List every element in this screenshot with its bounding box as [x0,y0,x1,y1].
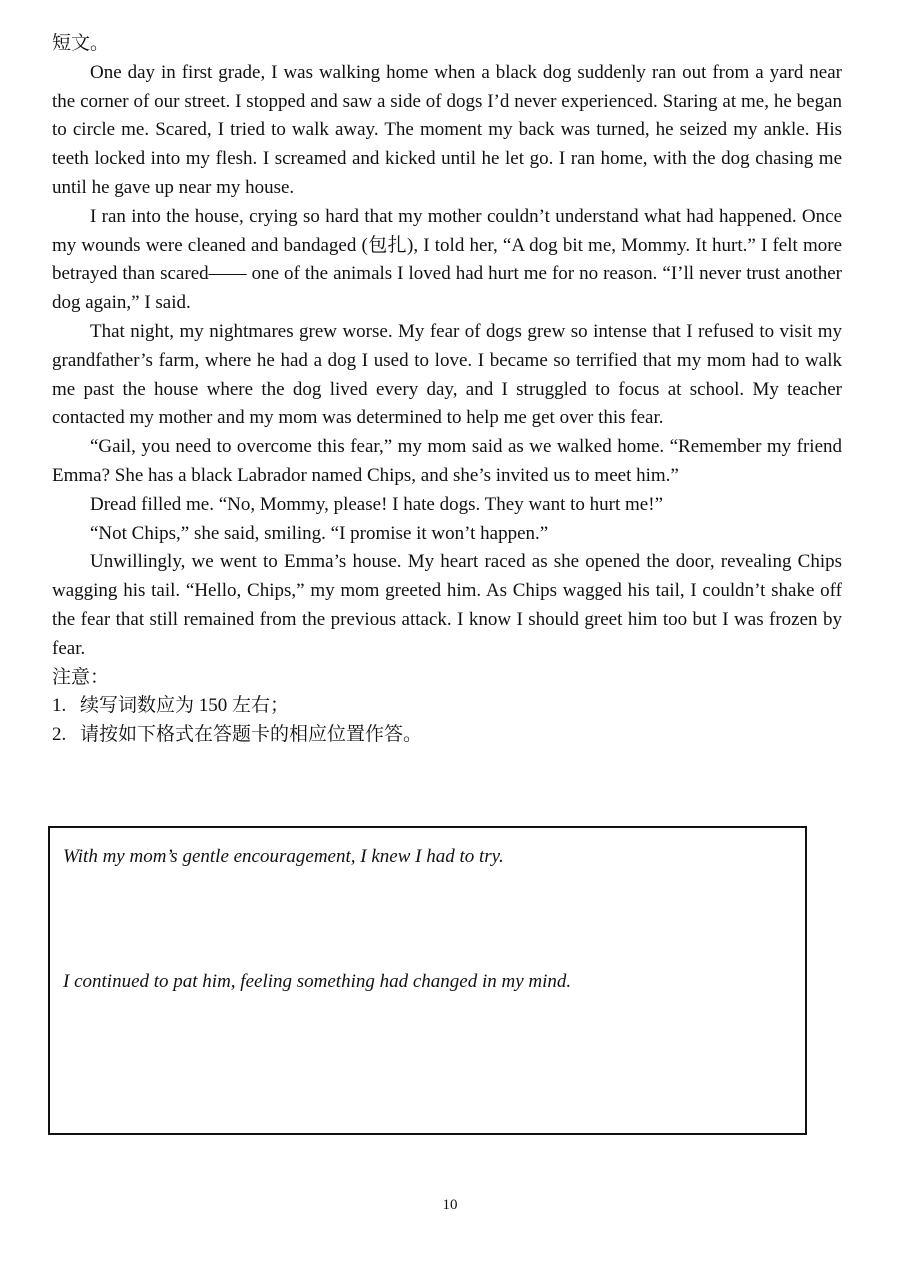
note-item [52,692,842,721]
answer-opening-line-1: With my mom’s gentle encouragement, I knew I had to try. [63,846,504,867]
heading-fragment: 短文。 [52,33,110,54]
note-text: 续写词数应为 150 左右； [80,695,290,717]
passage-body [52,30,842,750]
notes-section [52,664,842,750]
story-paragraph-7: Unwillingly, we went to Emma’s house. My heart raced as she opened the door, revealing Chips wagging his tail. “Hello, Chips,” my mom greeted him. As Chips wagged his tail, I couldn’t shake off the fear that still remained from the previous attack. I know I should greet him too but I was frozen by fear. [52,551,842,659]
story-paragraph-6: “Not Chips,” she said, smiling. “I promise it won’t happen.” [90,522,549,544]
answer-box [48,826,807,1135]
story-paragraph-5: Dread filled me. “No, Mommy, please! I hate dogs. They want to hurt me!” [90,493,663,515]
page-number: 10 [442,1197,458,1213]
story-paragraph-2: I ran into the house, crying so hard that my mother couldn’t understand what had happened. Once my wounds were cleaned and bandaged (包扎), I told her, “A dog bit me, Mommy. It hurt.” I felt more betrayed than scared—— one of the animals I loved had hurt me for no reason. “I’ll never trust another dog again,” I said. [52,205,842,314]
notes-heading: 注意： [52,666,110,688]
story-paragraph-3: That night, my nightmares grew worse. My fear of dogs grew so intense that I refused to visit my grandfather’s farm, where he had a dog I used to love. I became so terrified that my mom had to walk me past the house where the dog lived every day, and I struggled to focus at school. My teacher contacted my mother and my mom was determined to help me get over this fear. [52,320,842,429]
story-paragraph-4: “Gail, you need to overcome this fear,” my mom said as we walked home. “Remember my friend Emma? She has a black Labrador named Chips, and she’s invited us to meet him.” [52,436,842,486]
note-text: 请按如下格式在答题卡的相应位置作答。 [80,724,423,746]
story-paragraph-1: One day in first grade, I was walking home when a black dog suddenly ran out from a yard near the corner of our street. I stopped and saw a side of dogs I’d never experienced. Staring at me, he began to circle me. Scared, I tried to walk away. The moment my back was turned, he seized my ankle. His teeth locked into my flesh. I screamed and kicked until he let go. I ran home, with the dog chasing me until he gave up near my house. [52,61,842,198]
note-number: 1. [52,695,67,717]
answer-opening-line-2: I continued to pat him, feeling something had changed in my mind. [63,971,572,992]
note-number: 2. [52,724,67,746]
note-item [52,721,842,750]
